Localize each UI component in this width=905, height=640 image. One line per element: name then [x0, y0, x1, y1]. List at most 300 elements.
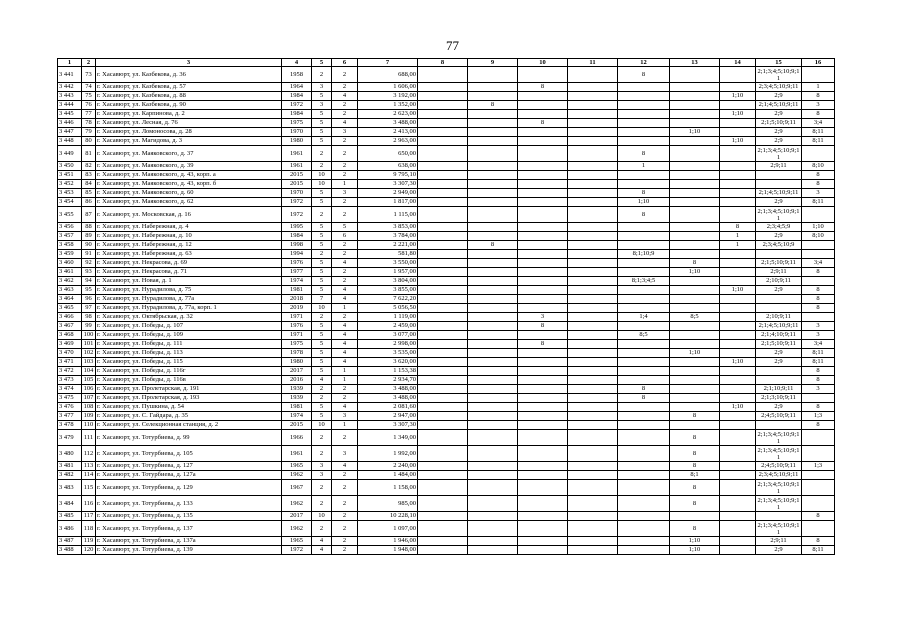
table-cell: 2;9 — [756, 110, 802, 119]
table-cell — [720, 67, 756, 83]
table-cell — [518, 241, 568, 250]
table-cell: 2015 — [282, 171, 312, 180]
table-cell: 104 — [82, 367, 96, 376]
table-cell — [518, 101, 568, 110]
table-cell — [518, 295, 568, 304]
table-row — [58, 462, 835, 471]
table-cell — [418, 313, 468, 322]
table-cell — [670, 385, 720, 394]
table-cell: 8 — [468, 101, 518, 110]
table-row — [58, 207, 835, 223]
table-cell — [518, 189, 568, 198]
table-cell — [618, 295, 670, 304]
table-cell: 8;11 — [802, 198, 835, 207]
table-cell: 8 — [802, 403, 835, 412]
table-cell: 2 — [332, 277, 358, 286]
table-cell: 3 488,00 — [358, 394, 418, 403]
table-cell: 5 — [312, 268, 332, 277]
table-cell: 1;10 — [720, 286, 756, 295]
table-cell: 5 — [312, 259, 332, 268]
table-cell — [418, 340, 468, 349]
table-cell: г. Хасавюрт, ул. Победы, д. 107 — [96, 322, 282, 331]
table-cell: 74 — [82, 83, 96, 92]
table-cell — [618, 322, 670, 331]
table-cell: г. Хасавюрт, ул. Лесная, д. 76 — [96, 119, 282, 128]
table-cell — [418, 537, 468, 546]
table-cell: 1;10 — [720, 358, 756, 367]
table-cell: 1972 — [282, 207, 312, 223]
table-cell: г. Хасавюрт, ул. Маяковского, д. 60 — [96, 189, 282, 198]
table-cell: 5 — [312, 286, 332, 295]
table-cell: 8 — [802, 512, 835, 521]
table-cell — [418, 295, 468, 304]
table-cell — [618, 268, 670, 277]
table-cell — [418, 521, 468, 537]
table-cell: 2;1;4;5;10;9;11 — [756, 189, 802, 198]
table-cell — [670, 286, 720, 295]
table-cell: 8;11 — [802, 546, 835, 555]
table-cell — [418, 277, 468, 286]
table-cell: 1980 — [282, 358, 312, 367]
table-cell — [468, 277, 518, 286]
table-cell: 3;4 — [802, 340, 835, 349]
table-cell: г. Хасавюрт, ул. Тотурбиева, д. 129 — [96, 480, 282, 496]
table-cell: 8;1;3;4;5 — [618, 277, 670, 286]
table-header-row — [58, 59, 835, 67]
table-cell — [618, 223, 670, 232]
table-cell: 3 — [802, 385, 835, 394]
table-row — [58, 146, 835, 162]
table-cell — [756, 250, 802, 259]
table-cell — [468, 171, 518, 180]
table-cell: 6 — [332, 232, 358, 241]
table-cell — [618, 376, 670, 385]
table-cell — [468, 295, 518, 304]
table-cell: 2 — [332, 471, 358, 480]
table-cell: 2 963,00 — [358, 137, 418, 146]
table-cell: 8 — [802, 92, 835, 101]
table-cell — [618, 241, 670, 250]
table-cell — [802, 250, 835, 259]
table-cell: 2;9 — [756, 358, 802, 367]
table-cell: г. Хасавюрт, ул. Набережная, д. 63 — [96, 250, 282, 259]
table-cell — [568, 232, 618, 241]
table-cell: 81 — [82, 146, 96, 162]
column-header: 15 — [756, 59, 802, 67]
table-cell: 2 998,00 — [358, 340, 418, 349]
table-cell — [568, 277, 618, 286]
table-cell — [720, 421, 756, 430]
table-cell: г. Хасавюрт, ул. Победы, д. 116в — [96, 376, 282, 385]
table-cell — [568, 146, 618, 162]
table-cell: 97 — [82, 304, 96, 313]
table-cell: 1 992,00 — [358, 446, 418, 462]
table-cell — [802, 430, 835, 446]
table-cell: 88 — [82, 223, 96, 232]
table-cell: 2 934,70 — [358, 376, 418, 385]
table-cell: 3 471 — [58, 358, 82, 367]
table-cell: 5 — [312, 92, 332, 101]
table-cell: 2 — [312, 521, 332, 537]
table-cell: г. Хасавюрт, ул. Набережная, д. 12 — [96, 241, 282, 250]
table-cell: 2;1;3;4;5;10;9;11 — [756, 446, 802, 462]
table-cell: 5 — [312, 241, 332, 250]
table-cell — [418, 322, 468, 331]
table-cell: 2 — [332, 110, 358, 119]
table-cell — [568, 471, 618, 480]
table-cell — [568, 92, 618, 101]
table-cell — [418, 268, 468, 277]
table-cell: 2;1;3;4;5;10;9;11 — [756, 207, 802, 223]
table-cell — [418, 223, 468, 232]
table-cell: 2;1;4;5;10;9;11 — [756, 322, 802, 331]
table-cell — [568, 83, 618, 92]
table-cell: 10 228,10 — [358, 512, 418, 521]
table-cell: 1 153,38 — [358, 367, 418, 376]
table-cell: 3 487 — [58, 537, 82, 546]
table-cell: 7 622,20 — [358, 295, 418, 304]
table-cell — [468, 349, 518, 358]
table-cell: 5 — [332, 223, 358, 232]
table-cell — [518, 268, 568, 277]
table-cell: 2 — [312, 207, 332, 223]
table-cell: 8 — [802, 367, 835, 376]
table-cell: 3;4 — [802, 119, 835, 128]
table-row — [58, 496, 835, 512]
table-cell — [418, 189, 468, 198]
table-cell: 2019 — [282, 304, 312, 313]
table-row — [58, 92, 835, 101]
table-cell: 3 473 — [58, 376, 82, 385]
table-cell — [618, 349, 670, 358]
table-cell — [568, 171, 618, 180]
table-cell — [468, 521, 518, 537]
table-cell: 85 — [82, 189, 96, 198]
table-row — [58, 128, 835, 137]
table-cell: 1967 — [282, 480, 312, 496]
table-cell: 93 — [82, 268, 96, 277]
table-cell: 5 — [312, 367, 332, 376]
table-cell — [670, 322, 720, 331]
table-cell — [468, 496, 518, 512]
table-cell: 4 — [332, 340, 358, 349]
table-cell — [568, 241, 618, 250]
table-cell — [670, 241, 720, 250]
table-cell — [670, 367, 720, 376]
table-cell: 2;9;11 — [756, 268, 802, 277]
table-cell — [670, 207, 720, 223]
table-cell: 4 — [332, 462, 358, 471]
table-cell — [468, 259, 518, 268]
table-cell: 8;5 — [670, 313, 720, 322]
table-row — [58, 358, 835, 367]
table-cell — [518, 480, 568, 496]
table-cell — [568, 259, 618, 268]
column-header: 14 — [720, 59, 756, 67]
table-cell — [468, 340, 518, 349]
table-cell — [518, 546, 568, 555]
table-cell — [568, 496, 618, 512]
table-cell — [568, 322, 618, 331]
table-cell: 1;10 — [670, 128, 720, 137]
table-cell: 1 — [332, 367, 358, 376]
table-cell: 8 — [518, 83, 568, 92]
table-cell — [518, 286, 568, 295]
table-row — [58, 83, 835, 92]
table-cell — [618, 286, 670, 295]
table-cell — [468, 232, 518, 241]
table-row — [58, 180, 835, 189]
table-cell: 9 795,10 — [358, 171, 418, 180]
table-cell: 4 — [332, 286, 358, 295]
table-cell — [518, 128, 568, 137]
table-cell — [802, 496, 835, 512]
table-cell — [618, 367, 670, 376]
table-cell: 3 192,00 — [358, 92, 418, 101]
table-cell: 5 — [312, 331, 332, 340]
table-cell: г. Хасавюрт, ул. Пролетарская, д. 193 — [96, 394, 282, 403]
table-cell: г. Хасавюрт, ул. Нурадилова, д. 75 — [96, 286, 282, 295]
table-cell: 8;11 — [802, 128, 835, 137]
table-cell — [720, 471, 756, 480]
table-cell — [618, 259, 670, 268]
table-cell — [720, 430, 756, 446]
table-cell: 1 097,00 — [358, 521, 418, 537]
table-cell — [720, 546, 756, 555]
table-cell — [670, 162, 720, 171]
table-cell — [568, 367, 618, 376]
table-cell: 3 477 — [58, 412, 82, 421]
table-cell: 1970 — [282, 128, 312, 137]
table-cell: 1966 — [282, 430, 312, 446]
table-cell — [618, 546, 670, 555]
table-cell: 86 — [82, 198, 96, 207]
table-cell: 1972 — [282, 101, 312, 110]
table-cell: 1975 — [282, 340, 312, 349]
table-cell — [568, 295, 618, 304]
table-cell — [518, 462, 568, 471]
table-cell — [802, 207, 835, 223]
table-cell — [418, 546, 468, 555]
table-cell: 3 480 — [58, 446, 82, 462]
table-cell — [518, 180, 568, 189]
table-cell: 4 — [332, 403, 358, 412]
table-cell: 2 240,00 — [358, 462, 418, 471]
table-cell: 8 — [720, 223, 756, 232]
table-cell: 1 — [332, 180, 358, 189]
table-cell: 1977 — [282, 268, 312, 277]
table-cell: 1 948,00 — [358, 546, 418, 555]
table-cell: 985,00 — [358, 496, 418, 512]
table-cell: 1984 — [282, 110, 312, 119]
table-cell: 1 957,00 — [358, 268, 418, 277]
table-cell — [468, 304, 518, 313]
table-cell — [720, 537, 756, 546]
table-cell: 3 784,00 — [358, 232, 418, 241]
table-cell — [670, 277, 720, 286]
table-cell — [418, 250, 468, 259]
table-cell: 4 — [332, 259, 358, 268]
table-cell: 102 — [82, 349, 96, 358]
table-cell: 3 307,30 — [358, 421, 418, 430]
table-cell: 1;10 — [720, 403, 756, 412]
table-cell: 1939 — [282, 394, 312, 403]
table-cell: 119 — [82, 537, 96, 546]
table-cell — [468, 286, 518, 295]
table-cell: 3 488,00 — [358, 385, 418, 394]
table-cell — [518, 496, 568, 512]
table-cell: 8 — [670, 462, 720, 471]
table-cell — [670, 358, 720, 367]
table-cell — [468, 83, 518, 92]
table-cell — [468, 512, 518, 521]
table-cell: г. Хасавюрт, ул. Ломоносова, д. 28 — [96, 128, 282, 137]
table-cell: 1981 — [282, 403, 312, 412]
table-cell: 8 — [802, 304, 835, 313]
table-cell — [568, 537, 618, 546]
table-cell: 95 — [82, 286, 96, 295]
table-cell: 76 — [82, 101, 96, 110]
table-cell: 1976 — [282, 322, 312, 331]
table-cell: 3 460 — [58, 259, 82, 268]
table-cell: 3 486 — [58, 521, 82, 537]
table-cell — [518, 250, 568, 259]
table-cell — [568, 521, 618, 537]
table-cell: 1971 — [282, 331, 312, 340]
table-cell — [720, 207, 756, 223]
table-cell — [418, 146, 468, 162]
table-cell: 73 — [82, 67, 96, 83]
table-cell — [518, 277, 568, 286]
table-cell — [468, 430, 518, 446]
table-cell: 2 — [312, 146, 332, 162]
table-cell: 5 — [312, 349, 332, 358]
table-cell — [720, 259, 756, 268]
table-cell: 1978 — [282, 349, 312, 358]
table-cell: 1 119,00 — [358, 313, 418, 322]
table-cell — [568, 101, 618, 110]
table-cell — [756, 171, 802, 180]
table-cell — [418, 462, 468, 471]
table-cell — [418, 421, 468, 430]
column-header: 16 — [802, 59, 835, 67]
table-cell: 8 — [670, 259, 720, 268]
table-cell: 3 464 — [58, 295, 82, 304]
table-cell — [618, 171, 670, 180]
table-cell — [468, 137, 518, 146]
table-cell — [670, 119, 720, 128]
table-cell: 2;1;3;4;5;10;9;11 — [756, 480, 802, 496]
table-cell — [756, 421, 802, 430]
column-header: 7 — [358, 59, 418, 67]
table-cell: 5 — [312, 110, 332, 119]
column-header: 3 — [96, 59, 282, 67]
table-cell: 4 — [332, 295, 358, 304]
table-cell — [618, 92, 670, 101]
table-cell: 1962 — [282, 471, 312, 480]
table-cell: 4 — [332, 349, 358, 358]
table-cell: 3 — [332, 446, 358, 462]
table-cell: 3 481 — [58, 462, 82, 471]
table-cell: 3 470 — [58, 349, 82, 358]
table-cell: 3 855,00 — [358, 286, 418, 295]
table-cell — [468, 146, 518, 162]
table-cell — [618, 232, 670, 241]
table-cell: 8 — [802, 180, 835, 189]
table-cell: 1958 — [282, 67, 312, 83]
table-cell: г. Хасавюрт, ул. Набережная, д. 4 — [96, 223, 282, 232]
table-cell: 94 — [82, 277, 96, 286]
table-cell — [618, 83, 670, 92]
table-cell: 3 — [312, 471, 332, 480]
table-cell — [468, 546, 518, 555]
table-row — [58, 331, 835, 340]
table-cell: 111 — [82, 430, 96, 446]
table-cell: 3 467 — [58, 322, 82, 331]
table-cell: 2;9;11 — [756, 537, 802, 546]
table-cell: 1 — [720, 232, 756, 241]
table-cell — [720, 340, 756, 349]
table-cell — [418, 446, 468, 462]
table-cell — [418, 394, 468, 403]
table-cell — [418, 232, 468, 241]
table-cell — [468, 376, 518, 385]
table-cell: г. Хасавюрт, ул. Победы, д. 113 — [96, 349, 282, 358]
table-cell: 2;1;3;4;5;10;9;11 — [756, 521, 802, 537]
table-cell: 3 483 — [58, 480, 82, 496]
table-cell: 3 443 — [58, 92, 82, 101]
table-cell — [568, 385, 618, 394]
table-cell — [568, 250, 618, 259]
table-cell: 4 — [332, 331, 358, 340]
table-cell: 2017 — [282, 512, 312, 521]
table-cell: 1972 — [282, 546, 312, 555]
table-cell — [568, 512, 618, 521]
table-cell — [720, 146, 756, 162]
column-header: 4 — [282, 59, 312, 67]
table-cell: 109 — [82, 412, 96, 421]
table-cell — [802, 146, 835, 162]
table-cell — [418, 259, 468, 268]
table-cell — [468, 322, 518, 331]
table-row — [58, 480, 835, 496]
table-cell: 3 461 — [58, 268, 82, 277]
table-cell: 84 — [82, 180, 96, 189]
table-cell — [518, 198, 568, 207]
table-cell — [568, 128, 618, 137]
table-cell: 1;3 — [802, 462, 835, 471]
table-cell: 1965 — [282, 537, 312, 546]
table-cell — [568, 446, 618, 462]
table-cell — [720, 376, 756, 385]
table-row — [58, 537, 835, 546]
table-cell: 10 — [312, 180, 332, 189]
table-cell: 8;1 — [670, 471, 720, 480]
table-cell — [468, 403, 518, 412]
table-cell: 100 — [82, 331, 96, 340]
table-cell: г. Хасавюрт, ул. Набережная, д. 10 — [96, 232, 282, 241]
table-cell: 2 — [312, 394, 332, 403]
table-cell — [670, 331, 720, 340]
table-cell: г. Хасавюрт, ул. Пролетарская, д. 191 — [96, 385, 282, 394]
table-cell — [670, 171, 720, 180]
table-cell: 3 441 — [58, 67, 82, 83]
table-cell: 91 — [82, 250, 96, 259]
table-cell — [518, 446, 568, 462]
table-cell: 3 — [802, 331, 835, 340]
table-cell — [618, 137, 670, 146]
table-row — [58, 119, 835, 128]
